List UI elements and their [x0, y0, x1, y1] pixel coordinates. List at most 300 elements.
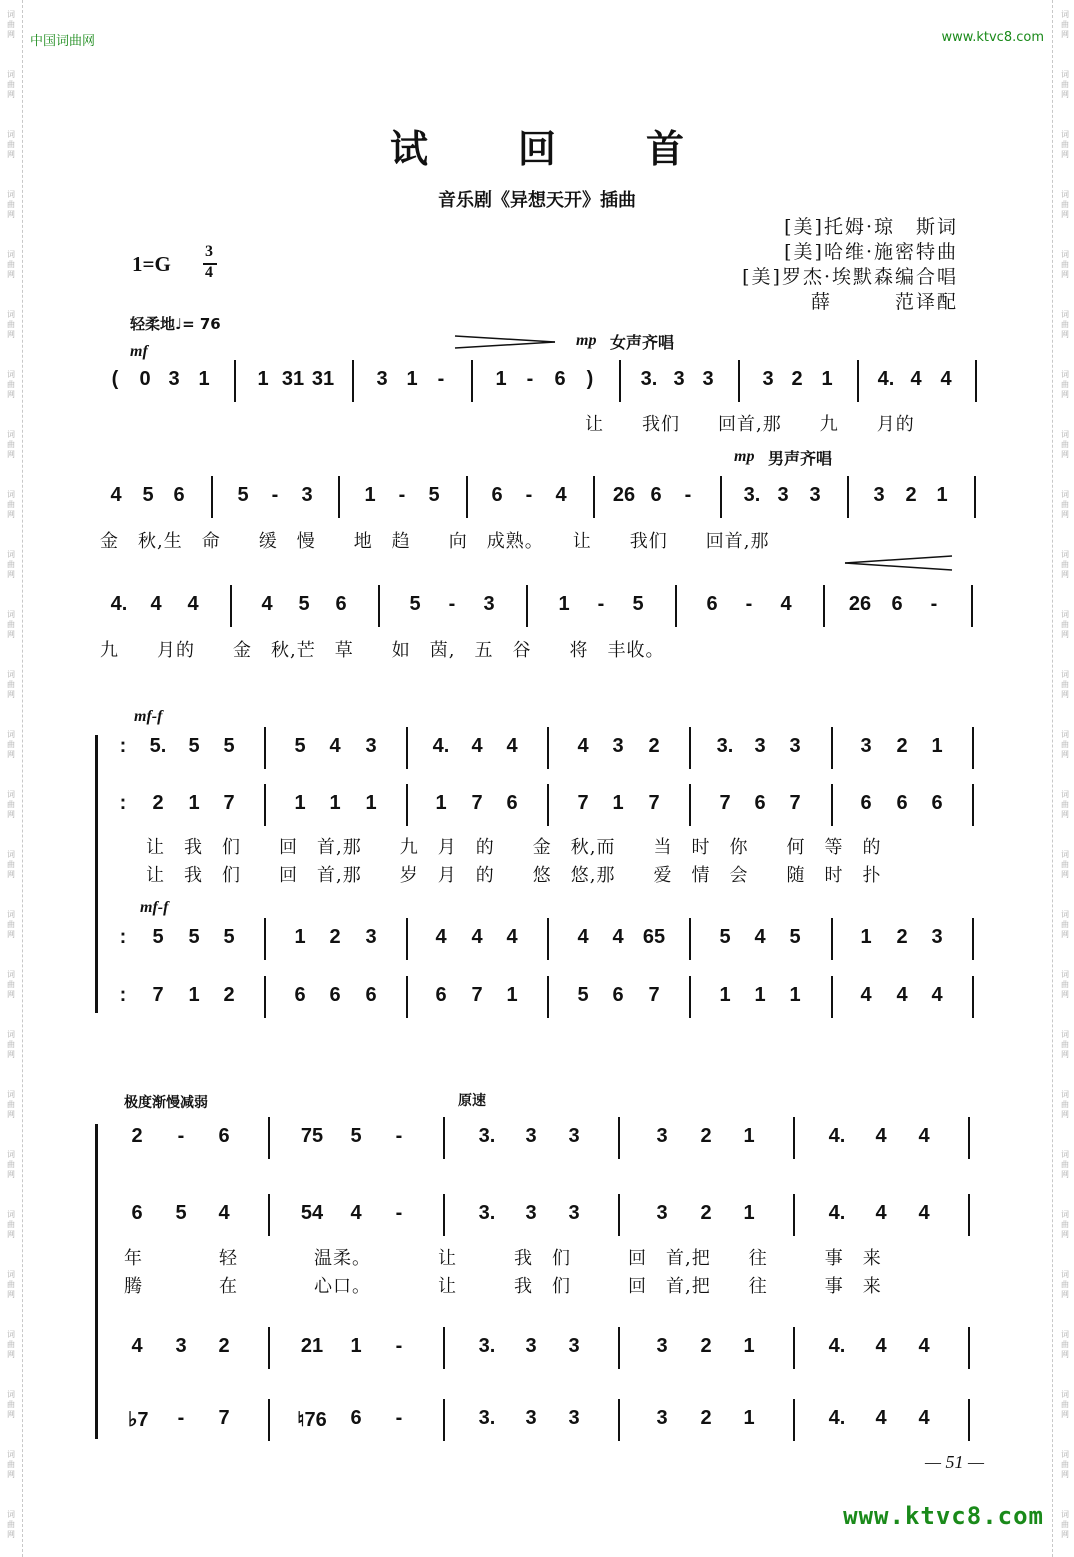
note: 3.: [716, 735, 734, 757]
side-watermark-mark: 词曲网: [7, 70, 15, 99]
side-watermark-mark: 词曲网: [1061, 970, 1069, 999]
note: -: [597, 593, 605, 615]
note: 1: [188, 984, 200, 1006]
side-watermark-mark: 词曲网: [7, 310, 15, 339]
notes-system-4-alto: [105, 792, 990, 816]
note: 1: [743, 1407, 755, 1429]
note: 4: [471, 735, 483, 757]
note: 7: [789, 792, 801, 814]
note: 3: [754, 735, 766, 757]
bar-line: [689, 918, 691, 960]
note: 6: [491, 484, 503, 506]
note: 6: [435, 984, 447, 1006]
note: 7: [471, 792, 483, 814]
side-watermark-mark: 词曲网: [7, 910, 15, 939]
note: 1: [294, 792, 306, 814]
a-tempo-label: 原速: [458, 1093, 486, 1109]
note: 7: [648, 984, 660, 1006]
dynamic-mf-f-upper: mf-f: [134, 708, 163, 725]
note: 3: [525, 1125, 537, 1147]
credit-arranger: [美]罗杰·埃默森编合唱: [742, 266, 958, 288]
side-watermark-mark: 词曲网: [1061, 370, 1069, 399]
bar-line: [689, 727, 691, 769]
note: 3: [168, 368, 180, 390]
bar-line: [720, 476, 722, 518]
note: 3: [525, 1407, 537, 1429]
note: 1: [506, 984, 518, 1006]
note: :: [119, 735, 127, 757]
lyrics-system-3: 九 月的 金 秋,芒 草 如 茵, 五 谷 将 丰收。: [100, 640, 665, 661]
side-watermark-mark: 词曲网: [1061, 1150, 1069, 1179]
side-watermark-mark: 词曲网: [1061, 1090, 1069, 1119]
bar-line: [847, 476, 849, 518]
note: 3.: [743, 484, 761, 506]
note: 4.: [828, 1125, 846, 1147]
side-watermark-mark: 词曲网: [7, 1030, 15, 1059]
bar-line: [547, 976, 549, 1018]
note: 6: [931, 792, 943, 814]
bar-line: [831, 727, 833, 769]
note: 6: [173, 484, 185, 506]
notes-system-5-alto: [115, 1202, 990, 1226]
note: 4: [918, 1407, 930, 1429]
note: 1: [257, 368, 269, 390]
bar-line: [793, 1117, 795, 1159]
note: 2: [700, 1125, 712, 1147]
note: :: [119, 984, 127, 1006]
side-watermark-mark: 词曲网: [1061, 670, 1069, 699]
note: 4: [471, 926, 483, 948]
note: 6: [860, 792, 872, 814]
note: 3: [702, 368, 714, 390]
side-watermark-mark: 词曲网: [7, 370, 15, 399]
bar-line: [831, 976, 833, 1018]
note: 4: [918, 1202, 930, 1224]
note: 3.: [478, 1407, 496, 1429]
bar-line: [593, 476, 595, 518]
note: -: [395, 1202, 403, 1224]
note: 4: [435, 926, 447, 948]
side-watermark-mark: 词曲网: [7, 1390, 15, 1419]
bar-line: [211, 476, 213, 518]
note: -: [525, 484, 533, 506]
credit-composer: [美]哈维·施密特曲: [784, 241, 958, 263]
bar-line: [972, 918, 974, 960]
note: 1: [188, 792, 200, 814]
note: 4: [577, 926, 589, 948]
left-border: [22, 0, 24, 1557]
note: 7: [577, 792, 589, 814]
side-watermark-mark: 词曲网: [1061, 130, 1069, 159]
notes-system-4-bass: [105, 984, 990, 1008]
bar-line: [471, 360, 473, 402]
side-watermark-mark: 词曲网: [7, 1510, 15, 1539]
note: 4: [918, 1125, 930, 1147]
note: 1: [789, 984, 801, 1006]
note: 1: [406, 368, 418, 390]
dynamic-mp-female: mp: [576, 332, 597, 349]
note: 4: [875, 1407, 887, 1429]
bar-line: [975, 360, 977, 402]
song-subtitle: 音乐剧《异想天开》插曲: [438, 190, 636, 211]
note: 3.: [640, 368, 658, 390]
note: 7: [218, 1407, 230, 1429]
note: 4: [150, 593, 162, 615]
note: 75: [300, 1125, 324, 1147]
side-watermark-mark: 词曲网: [7, 970, 15, 999]
note: 4: [860, 984, 872, 1006]
bar-line: [547, 784, 549, 826]
note: 4: [329, 735, 341, 757]
bar-line: [972, 976, 974, 1018]
bar-line: [968, 1327, 970, 1369]
note: 1: [860, 926, 872, 948]
note: 1: [350, 1335, 362, 1357]
note: 3: [365, 735, 377, 757]
side-watermark-mark: 词曲网: [1061, 910, 1069, 939]
note: 6: [896, 792, 908, 814]
note: 6: [612, 984, 624, 1006]
note: -: [395, 1407, 403, 1429]
note: 1: [754, 984, 766, 1006]
male-unison-label: 男声齐唱: [768, 449, 833, 468]
bar-line: [738, 360, 740, 402]
note: 31: [281, 368, 305, 390]
bar-line: [675, 585, 677, 627]
note: 1: [495, 368, 507, 390]
side-watermark-mark: 词曲网: [7, 1090, 15, 1119]
note: 4.: [828, 1335, 846, 1357]
note: 4.: [432, 735, 450, 757]
note: ): [586, 368, 594, 390]
bar-line: [823, 585, 825, 627]
note: 1: [719, 984, 731, 1006]
note: 4: [577, 735, 589, 757]
note: 26: [848, 593, 872, 615]
site-name-left[interactable]: 中国词曲网: [30, 34, 96, 49]
bar-line: [443, 1399, 445, 1441]
bar-line: [831, 918, 833, 960]
note: 4: [187, 593, 199, 615]
bar-line: [406, 784, 408, 826]
side-watermark-mark: 词曲网: [7, 430, 15, 459]
note: 3: [376, 368, 388, 390]
side-watermark-mark: 词曲网: [1061, 1270, 1069, 1299]
lyrics-system-1: 让 我们 回首,那 九 月的: [585, 414, 915, 435]
key-signature: 1=G: [132, 252, 171, 276]
bar-line: [831, 784, 833, 826]
note: 2: [700, 1407, 712, 1429]
note: 4.: [828, 1407, 846, 1429]
note: 3.: [478, 1335, 496, 1357]
bar-line: [547, 918, 549, 960]
note: 4: [754, 926, 766, 948]
note: ♮76: [297, 1409, 327, 1431]
notes-system-5-soprano: [115, 1125, 990, 1149]
note: 54: [300, 1202, 324, 1224]
notes-system-1: [100, 368, 990, 392]
note: 2: [791, 368, 803, 390]
note: 5: [632, 593, 644, 615]
side-watermark-mark: 词曲网: [7, 1210, 15, 1239]
note: 3: [568, 1125, 580, 1147]
dynamic-mf: mf: [130, 343, 148, 360]
side-watermark-mark: 词曲网: [7, 250, 15, 279]
bar-line: [264, 976, 266, 1018]
note: 2: [223, 984, 235, 1006]
note: 3.: [478, 1202, 496, 1224]
note: 21: [300, 1335, 324, 1357]
song-title: 试回首: [389, 126, 774, 171]
side-watermark-mark: 词曲网: [1061, 1450, 1069, 1479]
bar-line: [618, 1117, 620, 1159]
note: 4: [555, 484, 567, 506]
bar-line: [443, 1117, 445, 1159]
note: 4: [218, 1202, 230, 1224]
note: 4: [940, 368, 952, 390]
note: 4: [875, 1335, 887, 1357]
note: 3: [860, 735, 872, 757]
note: 4: [875, 1125, 887, 1147]
note: 1: [931, 735, 943, 757]
side-watermark-mark: 词曲网: [1061, 430, 1069, 459]
bar-line: [264, 727, 266, 769]
note: 4.: [110, 593, 128, 615]
bar-line: [793, 1399, 795, 1441]
side-watermark-mark: 词曲网: [1061, 1210, 1069, 1239]
notes-system-4-soprano: [105, 735, 990, 759]
bar-line: [547, 727, 549, 769]
note: 2: [896, 926, 908, 948]
note: 6: [650, 484, 662, 506]
time-signature-bottom: 4: [205, 264, 213, 281]
note: 3: [483, 593, 495, 615]
credit-lyricist: [美]托姆·琼 斯词: [784, 216, 958, 238]
bar-line: [689, 784, 691, 826]
note: 2: [700, 1335, 712, 1357]
note: 6: [218, 1125, 230, 1147]
note: -: [437, 368, 445, 390]
note: 3: [789, 735, 801, 757]
choir-bracket-2: [95, 1124, 98, 1439]
bar-line: [230, 585, 232, 627]
side-watermark-mark: 词曲网: [7, 850, 15, 879]
note: 3: [656, 1202, 668, 1224]
note: 3: [525, 1202, 537, 1224]
note: 3: [656, 1125, 668, 1147]
note: 5: [223, 926, 235, 948]
side-watermark-mark: 词曲网: [1061, 1510, 1069, 1539]
note: 5: [298, 593, 310, 615]
note: 6: [294, 984, 306, 1006]
note: 5: [188, 926, 200, 948]
note: 1: [435, 792, 447, 814]
bar-line: [268, 1194, 270, 1236]
bar-line: [968, 1194, 970, 1236]
bar-line: [264, 784, 266, 826]
side-watermark-mark: 词曲网: [7, 490, 15, 519]
note: 7: [471, 984, 483, 1006]
page-number: — 51 —: [924, 1452, 984, 1472]
note: 4: [896, 984, 908, 1006]
note: 3: [568, 1335, 580, 1357]
note: 4.: [877, 368, 895, 390]
note: 4: [350, 1202, 362, 1224]
note: 6: [329, 984, 341, 1006]
note: ♭7: [128, 1409, 149, 1431]
bar-line: [618, 1194, 620, 1236]
time-signature-top: 3: [205, 243, 213, 260]
note: 1: [612, 792, 624, 814]
bar-line: [443, 1327, 445, 1369]
note: 6: [706, 593, 718, 615]
note: 5: [789, 926, 801, 948]
note: 3: [809, 484, 821, 506]
footer-site-logo[interactable]: www.ktvc8.com: [843, 1502, 1044, 1530]
note: 6: [365, 984, 377, 1006]
side-watermark-mark: 词曲网: [1061, 730, 1069, 759]
note: 2: [131, 1125, 143, 1147]
note: 4: [875, 1202, 887, 1224]
note: 3: [656, 1335, 668, 1357]
note: 5: [152, 926, 164, 948]
note: 1: [743, 1335, 755, 1357]
side-watermark-mark: 词曲网: [1061, 310, 1069, 339]
note: 4: [612, 926, 624, 948]
bar-line: [526, 585, 528, 627]
lyrics-system-2: 金 秋,生 命 缓 慢 地 趋 向 成熟。 让 我们 回首,那: [100, 531, 770, 552]
note: -: [398, 484, 406, 506]
lyrics-system-4-verse-2: 让 我 们 回 首,那 岁 月 的 悠 悠,那 爱 情 会 随 时 扑: [146, 865, 882, 886]
note: 4.: [828, 1202, 846, 1224]
note: 2: [905, 484, 917, 506]
note: 3: [365, 926, 377, 948]
side-watermark-mark: 词曲网: [7, 1270, 15, 1299]
note: 6: [506, 792, 518, 814]
notes-system-4-tenor: [105, 926, 990, 950]
note: 0: [139, 368, 151, 390]
bar-line: [378, 585, 380, 627]
note: 4: [261, 593, 273, 615]
side-watermark-mark: 词曲网: [7, 610, 15, 639]
note: 3: [568, 1202, 580, 1224]
note: 3: [612, 735, 624, 757]
note: 1: [743, 1202, 755, 1224]
note: 7: [648, 792, 660, 814]
decrescendo-hairpin: [450, 332, 560, 352]
bar-line: [264, 918, 266, 960]
note: 4: [780, 593, 792, 615]
dynamic-mp-male: mp: [734, 448, 755, 465]
note: :: [119, 792, 127, 814]
note: 1: [198, 368, 210, 390]
right-border: [1052, 0, 1054, 1557]
note: 1: [743, 1125, 755, 1147]
note: 6: [754, 792, 766, 814]
note: 5: [577, 984, 589, 1006]
note: 2: [896, 735, 908, 757]
female-unison-label: 女声齐唱: [610, 333, 675, 352]
bar-line: [406, 918, 408, 960]
note: 3: [175, 1335, 187, 1357]
tempo-marking: 轻柔地♩= 76: [130, 315, 221, 333]
note: 3: [673, 368, 685, 390]
side-watermark-mark: 词曲网: [1061, 250, 1069, 279]
note: 3: [873, 484, 885, 506]
note: 2: [648, 735, 660, 757]
bar-line: [971, 585, 973, 627]
notes-system-5-tenor: [115, 1335, 990, 1359]
bar-line: [352, 360, 354, 402]
note: 7: [223, 792, 235, 814]
note: 4: [110, 484, 122, 506]
note: 7: [719, 792, 731, 814]
bar-line: [234, 360, 236, 402]
bar-line: [972, 727, 974, 769]
note: -: [395, 1125, 403, 1147]
note: 5.: [149, 735, 167, 757]
site-url-right[interactable]: www.ktvc8.com: [941, 30, 1044, 45]
bar-line: [406, 976, 408, 1018]
note: -: [526, 368, 534, 390]
lyrics-system-5-verse-1: 年 轻 温柔。 让 我 们 回 首,把 往 事 来: [124, 1248, 882, 1269]
side-watermark-mark: 词曲网: [1061, 1390, 1069, 1419]
notes-system-3: [100, 593, 990, 617]
note: :: [119, 926, 127, 948]
note: 3: [656, 1407, 668, 1429]
note: 3: [931, 926, 943, 948]
note: 2: [152, 792, 164, 814]
side-watermark-mark: 词曲网: [1061, 1030, 1069, 1059]
note: 1: [936, 484, 948, 506]
note: 4: [506, 735, 518, 757]
note: 2: [700, 1202, 712, 1224]
note: -: [684, 484, 692, 506]
note: 3: [568, 1407, 580, 1429]
ritardando-label: 极度渐慢减弱: [124, 1095, 208, 1111]
note: 5: [409, 593, 421, 615]
note: 1: [329, 792, 341, 814]
lyrics-system-4-verse-1: 让 我 们 回 首,那 九 月 的 金 秋,而 当 时 你 何 等 的: [146, 837, 882, 858]
side-watermark-mark: 词曲网: [7, 1330, 15, 1359]
bar-line: [793, 1327, 795, 1369]
bar-line: [968, 1399, 970, 1441]
side-watermark-mark: 词曲网: [7, 10, 15, 39]
note: -: [177, 1125, 185, 1147]
side-watermark-mark: 词曲网: [1061, 550, 1069, 579]
side-watermark-mark: 词曲网: [7, 670, 15, 699]
note: 5: [237, 484, 249, 506]
side-watermark-mark: 词曲网: [7, 130, 15, 159]
note: 1: [364, 484, 376, 506]
note: 4: [910, 368, 922, 390]
note: 4: [931, 984, 943, 1006]
bar-line: [619, 360, 621, 402]
note: -: [448, 593, 456, 615]
crescendo-hairpin: [840, 553, 960, 573]
bar-line: [618, 1399, 620, 1441]
note: 3: [525, 1335, 537, 1357]
note: 6: [554, 368, 566, 390]
note: 4: [131, 1335, 143, 1357]
side-watermark-mark: 词曲网: [7, 1150, 15, 1179]
dynamic-mf-f-lower: mf-f: [140, 899, 169, 916]
side-watermark-mark: 词曲网: [1061, 70, 1069, 99]
bar-line: [689, 976, 691, 1018]
side-watermark-mark: 词曲网: [7, 190, 15, 219]
note: 2: [218, 1335, 230, 1357]
bar-line: [268, 1117, 270, 1159]
